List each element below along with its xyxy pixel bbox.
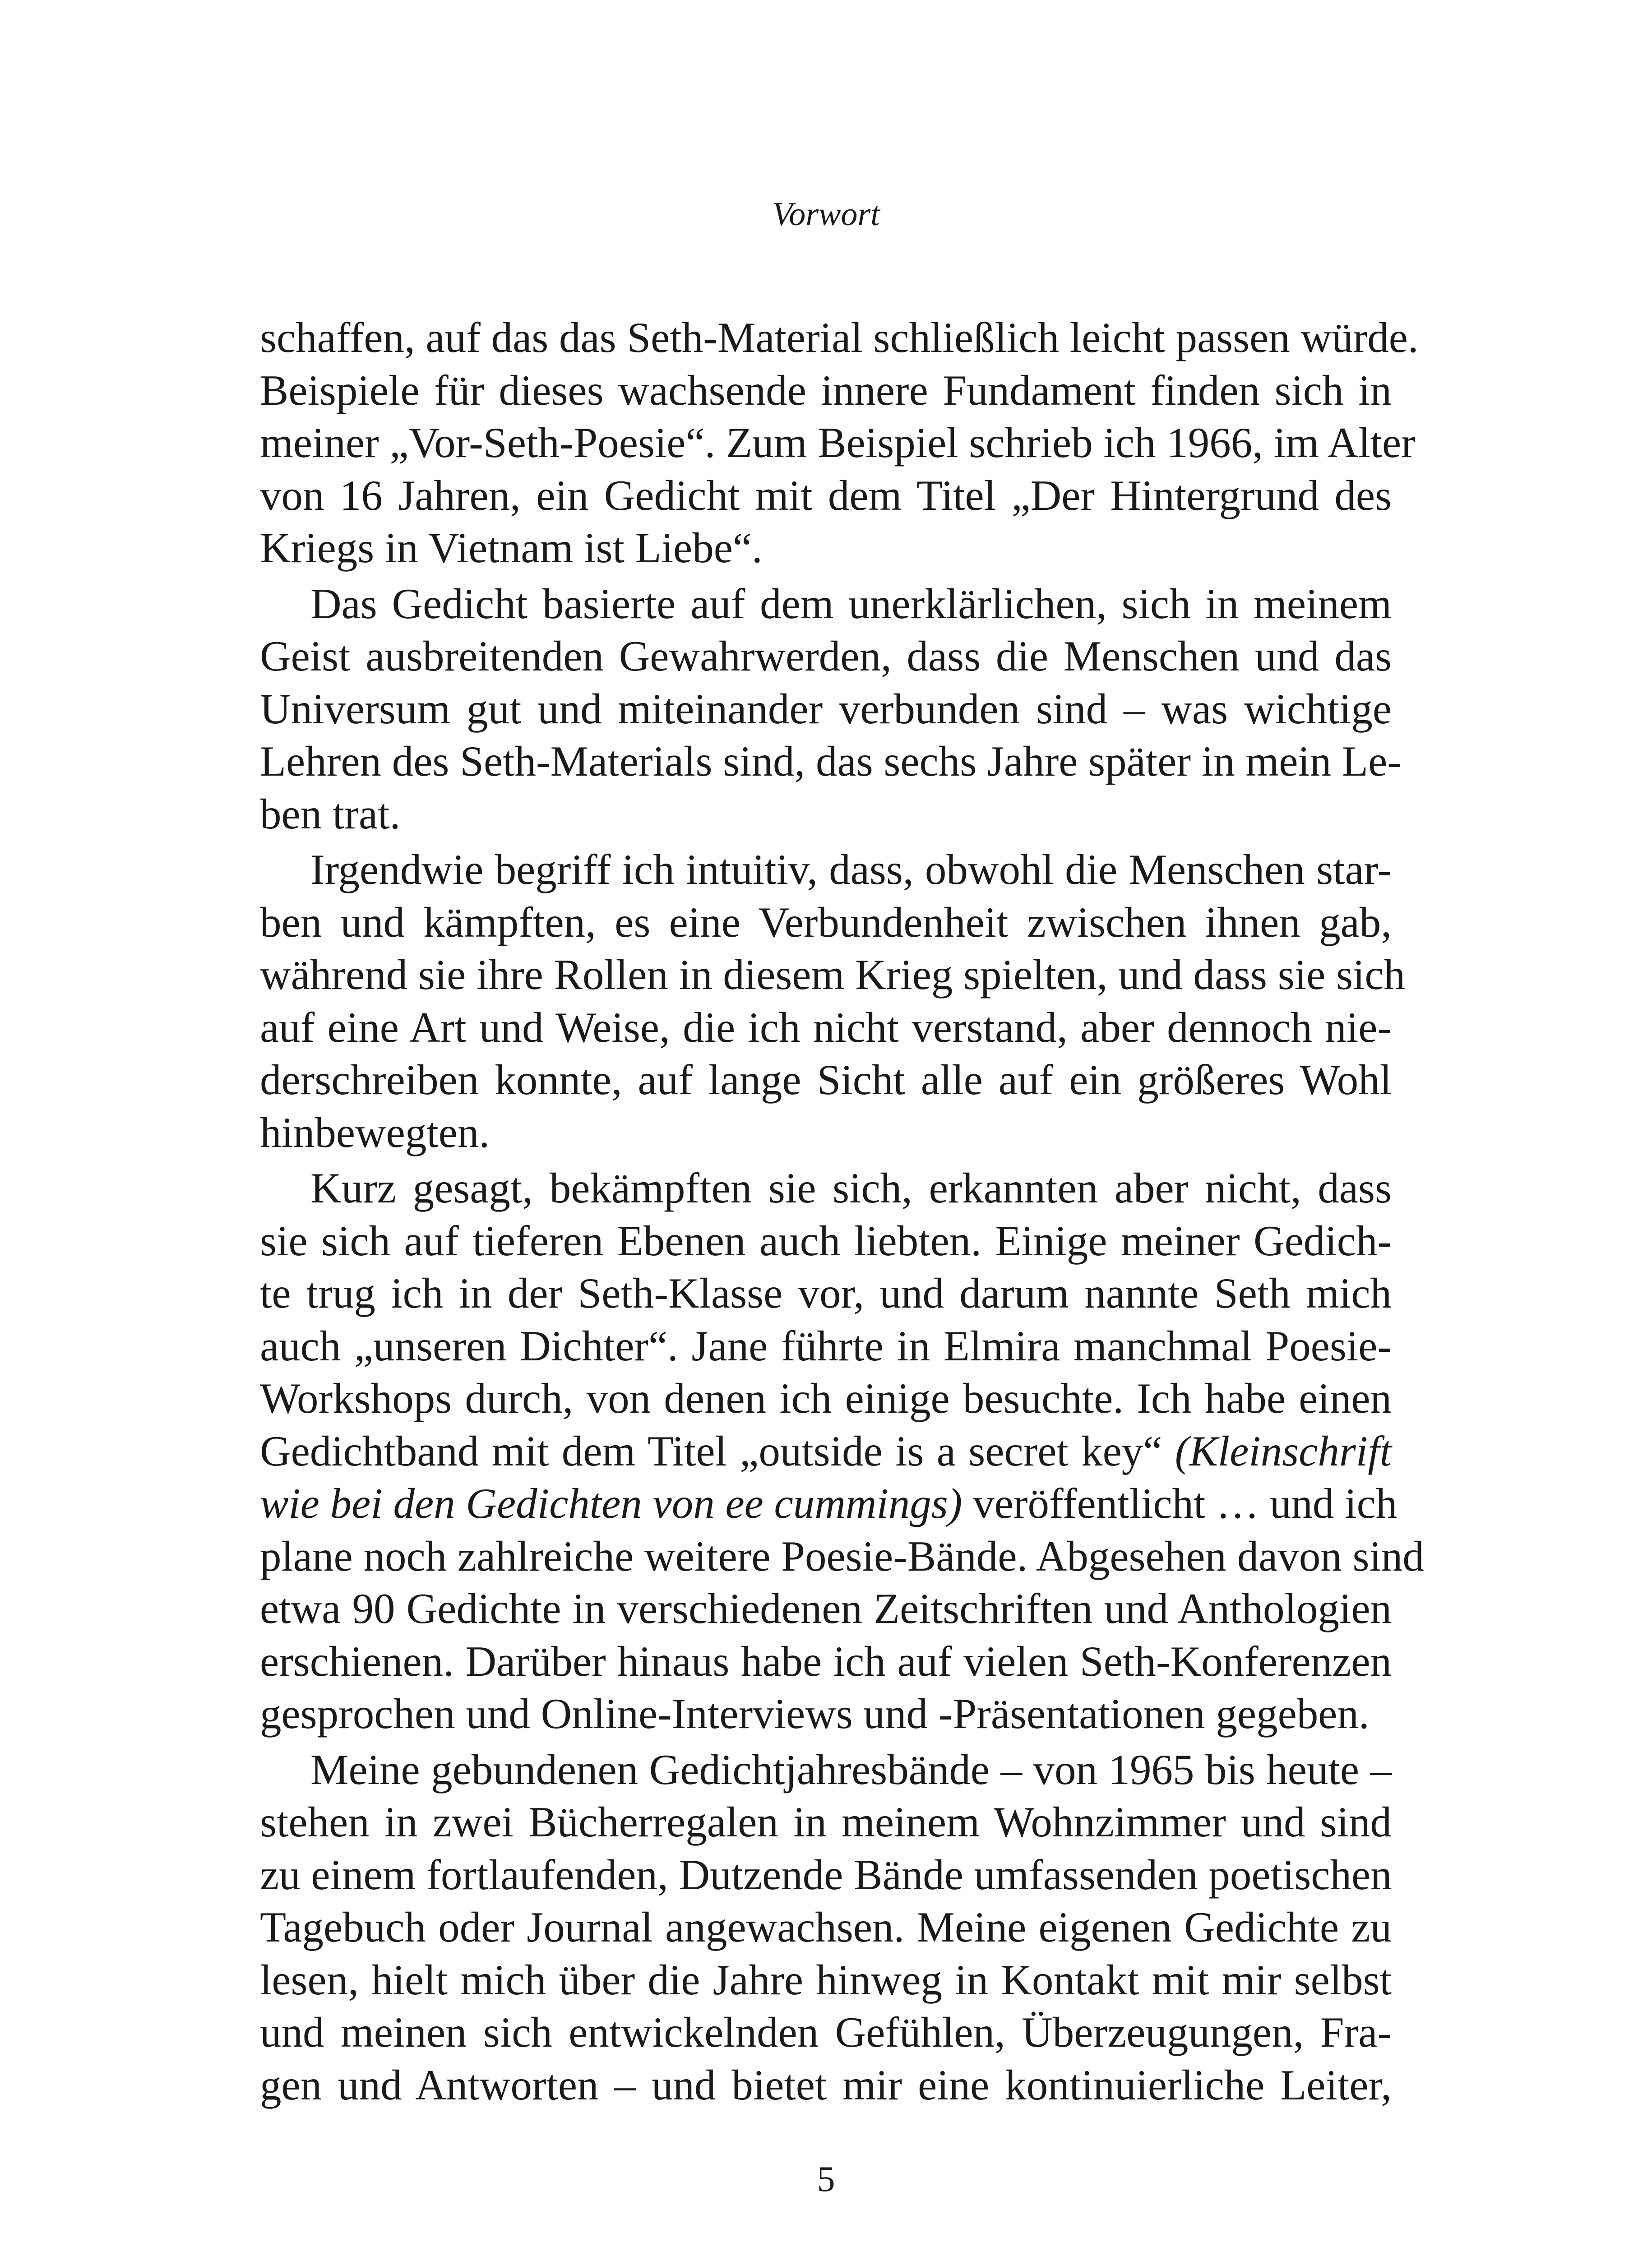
- text-line: te trug ich in der Seth-Klasse vor, und darum nannte Seth mich: [260, 1269, 1392, 1317]
- line-text: Gedichtband mit dem Titel „outside is a secret key“: [260, 1427, 1175, 1475]
- text-line: ben trat.: [260, 790, 401, 838]
- text-line: Beispiele für dieses wachsende innere Fundament finden sich in: [260, 366, 1392, 414]
- text-line: derschreiben konnte, auf lange Sicht alle auf ein größeres Wohl: [260, 1056, 1392, 1104]
- text-line: während sie ihre Rollen in diesem Krieg spielten, und dass sie sich: [260, 951, 1406, 999]
- text-line: von 16 Jahren, ein Gedicht mit dem Titel „Der Hintergrund des: [260, 471, 1392, 519]
- paragraph-first-line: Irgendwie begriff ich intuitiv, dass, obwohl die Menschen star-: [310, 846, 1392, 893]
- text-line: ben und kämpften, es eine Verbundenheit zwischen ihnen gab,: [260, 898, 1392, 946]
- text-line: auch „unseren Dichter“. Jane führte in Elmira manchmal Poesie-: [260, 1322, 1392, 1370]
- text-line: und meinen sich entwickelnden Gefühlen, Überzeugungen, Fra-: [260, 2008, 1392, 2056]
- running-head: Vorwort: [772, 196, 880, 233]
- italic-text: wie bei den Gedichten von ee cummings): [260, 1479, 963, 1527]
- text-line: [260, 1477, 1397, 1530]
- text-line: gesprochen und Online-Interviews und -Präsentationen gegeben.: [260, 1690, 1370, 1738]
- text-line: Geist ausbreitenden Gewahrwerden, dass die Menschen und das: [260, 632, 1392, 680]
- text-line: plane noch zahlreiche weitere Poesie-Bände. Abgesehen davon sind: [260, 1532, 1424, 1580]
- paragraph-first-line: Kurz gesagt, bekämpften sie sich, erkannten aber nicht, dass: [310, 1164, 1392, 1212]
- text-line: Tagebuch oder Journal angewachsen. Meine eigenen Gedichte zu: [260, 1903, 1392, 1951]
- text-line: erschienen. Darüber hinaus habe ich auf vielen Seth-Konferenzen: [260, 1637, 1392, 1685]
- text-line: Universum gut und miteinander verbunden sind – was wichtige: [260, 684, 1392, 733]
- text-line: etwa 90 Gedichte in verschiedenen Zeitschriften und Anthologien: [260, 1585, 1392, 1632]
- text-line: sie sich auf tieferen Ebenen auch liebten. Einige meiner Gedich-: [260, 1216, 1392, 1265]
- text-line: Lehren des Seth-Materials sind, das sechs Jahre später in mein Le-: [260, 737, 1402, 785]
- paragraph-first-line: Meine gebundenen Gedichtjahresbände – von 1965 bis heute –: [310, 1745, 1392, 1794]
- text-line: meiner „Vor-Seth-Poesie“. Zum Beispiel schrieb ich 1966, im Alter: [260, 419, 1416, 467]
- paragraph-first-line: Das Gedicht basierte auf dem unerklärlichen, sich in meinem: [310, 579, 1392, 628]
- body-text: [260, 311, 1424, 2111]
- text-line: schaffen, auf das das Seth-Material schließlich leicht passen würde.: [260, 314, 1419, 361]
- text-line: Kriegs in Vietnam ist Liebe“.: [260, 524, 763, 572]
- text-line: stehen in zwei Bücherregalen in meinem Wohnzimmer und sind: [260, 1798, 1392, 1846]
- italic-text: (Kleinschrift: [1175, 1427, 1392, 1475]
- text-line: gen und Antworten – und bietet mir eine kontinuierliche Leiter,: [260, 2061, 1392, 2109]
- line-text: veröffentlicht … und ich: [962, 1479, 1397, 1527]
- text-line: Workshops durch, von denen ich einige besuchte. Ich habe einen: [260, 1374, 1392, 1422]
- text-line: [260, 1425, 1392, 1478]
- text-line: hinbewegten.: [260, 1108, 490, 1156]
- text-line: lesen, hielt mich über die Jahre hinweg in Kontakt mit mir selbst: [260, 1956, 1392, 2004]
- text-line: zu einem fortlaufenden, Dutzende Bände umfassenden poetischen: [260, 1850, 1392, 1899]
- text-line: auf eine Art und Weise, die ich nicht verstand, aber dennoch nie-: [260, 1003, 1392, 1051]
- page-number: 5: [817, 2159, 835, 2199]
